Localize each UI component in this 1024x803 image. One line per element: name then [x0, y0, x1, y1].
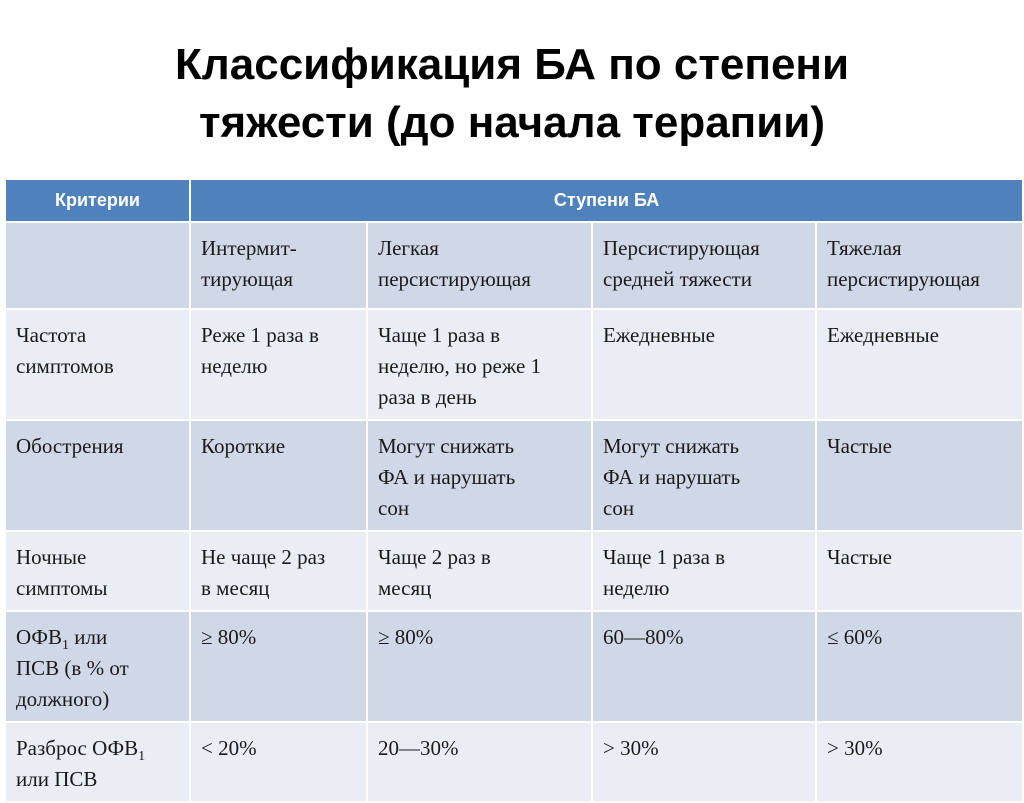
cell-line: Персистирующая — [603, 236, 760, 260]
stage-mild-persistent — [367, 222, 592, 309]
cell-line: Ежедневные — [603, 323, 715, 347]
table-cell — [592, 309, 816, 420]
table-cell — [592, 420, 816, 531]
cell-line: ФА и нарушать — [603, 465, 741, 489]
table-cell: > 30% — [816, 722, 1023, 802]
cell-line: или ПСВ — [16, 767, 98, 791]
table-cell — [816, 531, 1023, 611]
cell-line: Легкая — [378, 236, 439, 260]
table-cell — [367, 420, 592, 531]
table-row — [5, 420, 1023, 531]
label-text: ОФВ — [16, 625, 63, 649]
stage-intermittent — [190, 222, 367, 309]
label-text: Разброс ОФВ — [16, 736, 139, 760]
cell-line: должного) — [16, 687, 110, 711]
cell-line: Частые — [827, 545, 892, 569]
table-cell: ≤ 60% — [816, 611, 1023, 722]
cell-line: персистирующая — [827, 267, 980, 291]
cell-line — [16, 733, 179, 764]
table-row — [5, 531, 1023, 611]
cell-line: неделю — [603, 576, 670, 600]
slide-title — [0, 36, 1024, 152]
table-cell — [190, 531, 367, 611]
stage-severe-persistent — [816, 222, 1023, 309]
cell-line: Чаще 1 раза в — [603, 545, 726, 569]
stage-moderate-persistent — [592, 222, 816, 309]
header-row — [5, 179, 1023, 222]
cell-line: Частота — [16, 323, 87, 347]
cell-line: Обострения — [16, 434, 124, 458]
label-text: или — [69, 625, 108, 649]
table-cell — [592, 531, 816, 611]
subscript: 1 — [62, 638, 70, 654]
cell-line: Интермит- — [201, 236, 297, 260]
title-line-2: тяжести (до начала терапии) — [198, 98, 825, 147]
table-cell: ≥ 80% — [367, 611, 592, 722]
asthma-severity-table — [4, 178, 1024, 803]
row-label-symptom-frequency — [5, 309, 190, 420]
row-label-night-symptoms — [5, 531, 190, 611]
table-cell: > 30% — [592, 722, 816, 802]
cell-line: Чаще 2 раз в — [378, 545, 491, 569]
table-cell: 20—30% — [367, 722, 592, 802]
cell-line: неделю — [201, 354, 268, 378]
cell-line: персистирующая — [378, 267, 531, 291]
subscript: 1 — [138, 749, 146, 765]
cell-line: Могут снижать — [603, 434, 740, 458]
title-line-1: Классификация БА по степени — [174, 40, 850, 89]
header-stages: Ступени БА — [190, 179, 1023, 222]
cell-line: Могут снижать — [378, 434, 515, 458]
row-label-variability — [5, 722, 190, 802]
table-cell — [190, 420, 367, 531]
table-cell — [816, 309, 1023, 420]
cell-line: Короткие — [201, 434, 286, 458]
cell-line: Тяжелая — [827, 236, 902, 260]
table-cell — [190, 309, 367, 420]
cell-line: тирующая — [201, 267, 293, 291]
cell-line: Ежедневные — [827, 323, 939, 347]
table-row — [5, 611, 1023, 722]
table-row — [5, 309, 1023, 420]
cell-line: Частые — [827, 434, 892, 458]
cell-line: Ночные — [16, 545, 87, 569]
cell-line: Реже 1 раза в — [201, 323, 319, 347]
row-label-fev1-pef — [5, 611, 190, 722]
table-cell — [367, 531, 592, 611]
cell-line: в месяц — [201, 576, 270, 600]
cell-line — [16, 622, 179, 653]
table-cell: < 20% — [190, 722, 367, 802]
cell-line: симптомов — [16, 354, 114, 378]
table-cell: 60—80% — [592, 611, 816, 722]
table-row — [5, 722, 1023, 802]
cell-line: Чаще 1 раза в — [378, 323, 501, 347]
empty-cell — [5, 222, 190, 309]
cell-line: сон — [378, 496, 410, 520]
table-cell — [816, 420, 1023, 531]
header-criteria: Критерии — [5, 179, 190, 222]
cell-line: Не чаще 2 раз — [201, 545, 326, 569]
cell-line: неделю, но реже 1 — [378, 354, 542, 378]
cell-line: месяц — [378, 576, 432, 600]
stage-names-row — [5, 222, 1023, 309]
cell-line: ФА и нарушать — [378, 465, 516, 489]
table-cell: ≥ 80% — [190, 611, 367, 722]
cell-line: сон — [603, 496, 635, 520]
table-cell — [367, 309, 592, 420]
cell-line: симптомы — [16, 576, 108, 600]
cell-line: раза в день — [378, 385, 477, 409]
cell-line: средней тяжести — [603, 267, 752, 291]
row-label-exacerbations — [5, 420, 190, 531]
cell-line: ПСВ (в % от — [16, 656, 129, 680]
